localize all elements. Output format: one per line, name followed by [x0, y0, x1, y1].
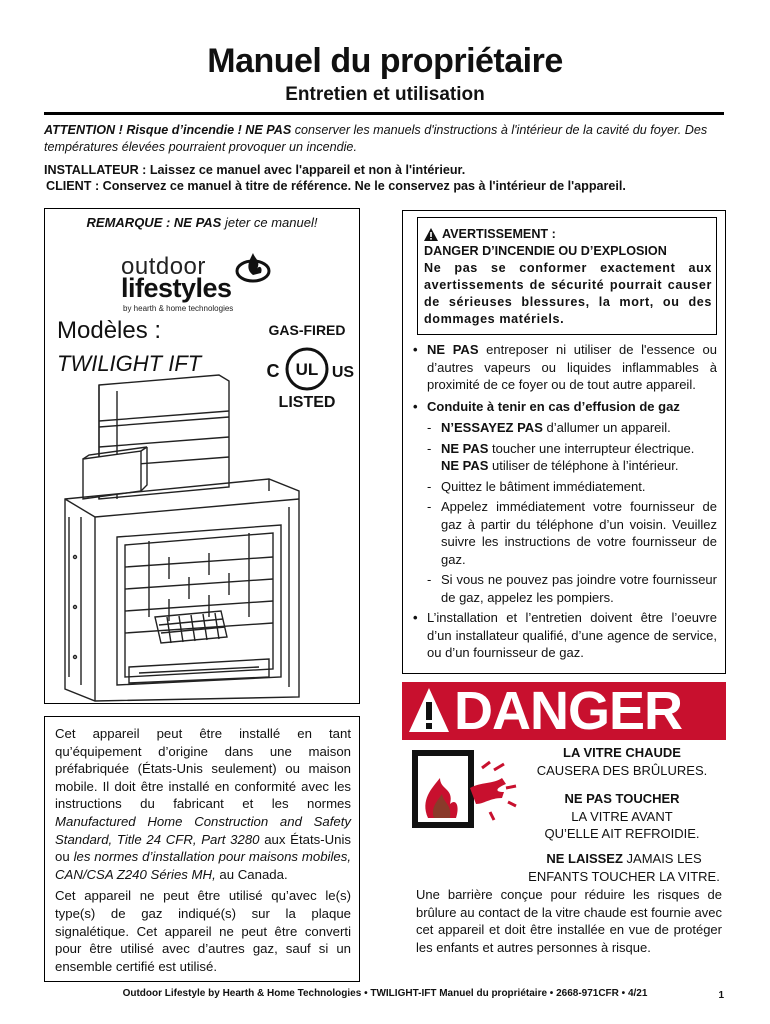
- title-rule: [44, 112, 724, 115]
- warning-body: Ne pas se conformer exactement aux avertissements de sécurité pourrait causer de sérieuses blessures, la mort, ou des dommages matériels.: [424, 261, 712, 326]
- danger-hot-glass: [524, 744, 720, 779]
- page-footer: Outdoor Lifestyle by Hearth & Home Technologies • TWILIGHT-IFT Manuel du propriétaire • 2668-971CFR • 4/21: [122, 988, 648, 999]
- remarque-note: [45, 215, 359, 230]
- attention-text: conserver les manuels d'instructions à l'intérieur de la cavité du foyer. Des températures élevées pourraient provoquer un incendie.: [44, 123, 708, 154]
- logo-outdoor: outdoor: [121, 253, 206, 280]
- danger-t1-text: CAUSERA DES BRÛLURES.: [536, 762, 708, 778]
- logo-byline: by hearth & home technologies: [123, 304, 234, 313]
- install-text-e: au Canada.: [215, 866, 288, 882]
- list-item: - NE PAS toucher une interrupteur électrique. NE PAS utiliser de téléphone à l’intérieur.: [427, 440, 695, 473]
- install-text-a: Cet appareil peut être installé en tant qu’équipement d’origine dans une maison préfabriquée (États-Unis seulement) ou maison mobile. Il doit être installé en conformité avec les instructions du fabricant et les normes: [55, 726, 351, 812]
- danger-barrier-paragraph: Une barrière conçue pour réduire les risques de brûlure au contact de la vitre chaude est fournie avec cet appareil et doit être installée en vue de protéger les enfants et autres personnes à risque.: [416, 887, 722, 955]
- warning-bullets: [413, 341, 717, 666]
- danger-children: [524, 850, 724, 885]
- logo-lifestyles: lifestyles: [121, 273, 232, 303]
- flame-logo-icon: [233, 249, 273, 283]
- danger-t2-line1: LA VITRE AVANT: [571, 808, 673, 824]
- warning-heading: [424, 226, 712, 243]
- list-item: • Conduite à tenir en cas d’effusion de gaz: [413, 398, 680, 414]
- list-item: - Quittez le bâtiment immédiatement.: [427, 478, 717, 496]
- danger-panel: [402, 682, 726, 980]
- cert-ul: UL: [295, 360, 319, 379]
- dash2-bold2: NE PAS: [441, 458, 489, 473]
- warning-box: [402, 210, 726, 674]
- model-box: [44, 208, 360, 704]
- danger-t1-bold: LA VITRE CHAUDE: [563, 745, 681, 760]
- page-subtitle: Entretien et utilisation: [285, 84, 485, 105]
- bullet3-text: L’installation et l’entretien doivent être l’oeuvre d’un installateur qualifié, d’une agence de service, ou d’un fournisseur de gaz.: [427, 610, 717, 660]
- danger-word: DANGER: [454, 681, 683, 741]
- warning-subheading: DANGER D’INCENDIE OU D’EXPLOSION: [424, 244, 667, 258]
- attention-notice: [44, 122, 734, 156]
- install-text-c: aux États-Unis ou: [55, 831, 351, 865]
- dash2-bold: NE PAS: [441, 440, 489, 456]
- list-item: - N’ESSAYEZ PAS d’allumer un appareil.: [427, 420, 671, 435]
- attention-bold: ATTENTION ! Risque d’incendie ! NE PAS: [44, 123, 292, 137]
- page-title: Manuel du propriétaire: [207, 42, 563, 80]
- warning-heading-text: AVERTISSEMENT :: [442, 227, 556, 241]
- danger-t3-line2: ENFANTS TOUCHER LA VITRE.: [528, 868, 720, 884]
- installer-line: INSTALLATEUR : Laissez ce manuel avec l'appareil et non à l'intérieur.: [44, 163, 466, 177]
- remarque-text: jeter ce manuel!: [221, 215, 318, 230]
- cert-listed: LISTED: [278, 394, 336, 411]
- bullet2-text: Conduite à tenir en cas d’effusion de gaz: [427, 398, 680, 414]
- dash4-text: Appelez immédiatement votre fournisseur de gaz à partir du téléphone d’un voisin. Veuillez suivre les instructions de votre fournisseur de gaz.: [441, 499, 717, 567]
- cert-us: US: [331, 364, 355, 381]
- client-line: CLIENT : Conservez ce manuel à titre de référence. Ne le conservez pas à l'intérieur de l'appareil.: [46, 179, 626, 193]
- danger-exclamation-icon: [408, 686, 450, 734]
- remarque-bold: REMARQUE : NE PAS: [86, 215, 222, 230]
- danger-t3-bold: NE LAISSEZ: [546, 851, 623, 866]
- dash2-text2: utiliser de téléphone à l’intérieur.: [488, 458, 679, 473]
- list-item: • L’installation et l’entretien doivent être l’oeuvre d’un installateur qualifié, d’une agence de service, ou d’un fournisseur de gaz.: [413, 610, 717, 660]
- installation-info-box: [44, 716, 360, 982]
- dash1-text: d’allumer un appareil.: [542, 420, 671, 435]
- danger-header: [402, 682, 726, 740]
- dash3-text: Quittez le bâtiment immédiatement.: [441, 478, 646, 494]
- danger-t2-line2: QU’ELLE AIT REFROIDIE.: [544, 826, 700, 841]
- dash5-text: Si vous ne pouvez pas joindre votre fournisseur de gaz, appelez les pompiers.: [441, 572, 717, 605]
- fireplace-illustration: [59, 367, 309, 703]
- bullet1-text: entreposer ni utiliser de l'essence ou d’autres vapeurs ou liquides inflammables à proximité de ce foyer ou de tout autre appareil.: [427, 342, 718, 392]
- hot-glass-hazard-icon: [410, 748, 522, 848]
- warning-triangle-icon: [424, 228, 438, 241]
- danger-t3-text: JAMAIS LES: [622, 851, 702, 866]
- dash1-bold: N’ESSAYEZ PAS: [441, 420, 543, 435]
- list-item: - Appelez immédiatement votre fournisseur de gaz à partir du téléphone d’un voisin. Veuillez suivre les instructions de votre fournisseur de gaz.: [427, 499, 717, 567]
- dash2-text: toucher une interrupteur électrique.: [488, 440, 695, 456]
- bullet1-bold: NE PAS: [427, 342, 479, 357]
- danger-do-not-touch: [524, 790, 720, 843]
- cert-c: C: [266, 361, 280, 381]
- installation-paragraph: [55, 725, 351, 883]
- install-standard-us: Manufactured Home Construction and Safety Standard, Title 24 CFR, Part 3280: [55, 813, 351, 847]
- page-number: 1: [718, 990, 724, 1001]
- warning-header-box: [417, 217, 717, 335]
- model-name: TWILIGHT IFT: [57, 351, 202, 376]
- models-label: Modèles :: [57, 317, 162, 344]
- installer-client-notice: [44, 162, 734, 194]
- list-item: - Si vous ne pouvez pas joindre votre fournisseur de gaz, appelez les pompiers.: [427, 572, 717, 605]
- gas-type-paragraph: Cet appareil ne peut être utilisé qu’avec le(s) type(s) de gaz indiqué(s) sur la plaque signalétique. Cet appareil ne peut être converti pour être utilisé avec d’autres gaz, sauf si un ensemble certifié est utilisé.: [55, 888, 351, 974]
- cert-gas-fired: GAS-FIRED: [268, 322, 346, 338]
- list-item: • NE PAS entreposer ni utiliser de l'essence ou d’autres vapeurs ou liquides inflammables à proximité de ce foyer ou de tout autre appareil.: [413, 342, 718, 392]
- install-standard-ca: les normes d’installation pour maisons mobiles, CAN/CSA Z240 Séries MH,: [55, 849, 351, 882]
- danger-t2-bold: NE PAS TOUCHER: [564, 791, 680, 806]
